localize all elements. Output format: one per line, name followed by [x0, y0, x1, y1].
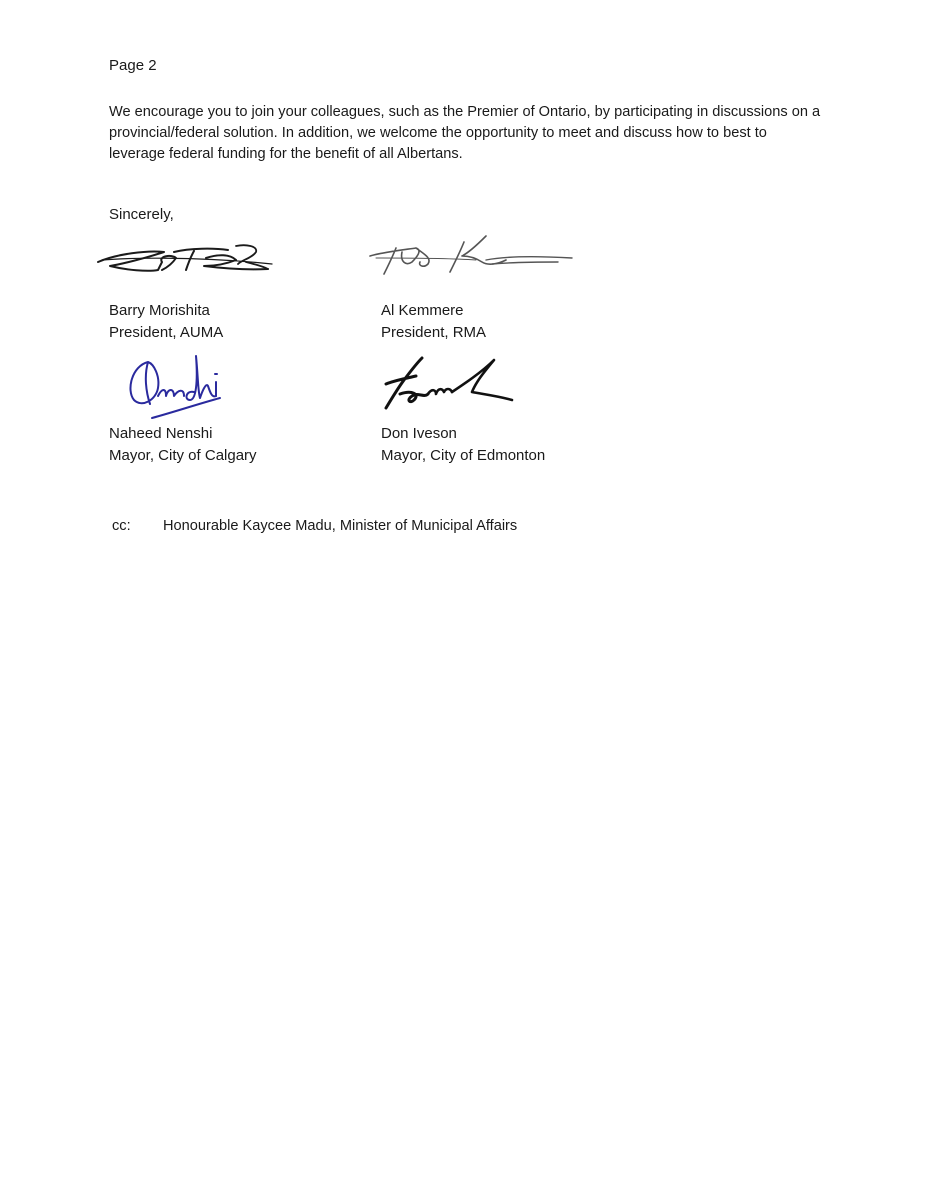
cc-line: [112, 516, 517, 536]
signatory-title: President, AUMA: [109, 324, 224, 341]
signature-don-iveson: [382, 354, 516, 412]
signatory-block-nenshi: [109, 423, 257, 467]
signature-barry-morishita: [96, 236, 276, 282]
signatory-block-kemmere: [381, 300, 486, 344]
signatory-name: Naheed Nenshi: [109, 425, 213, 442]
signatory-title: President, RMA: [381, 324, 487, 341]
signatory-block-morishita: [109, 300, 223, 344]
signatory-name: Al Kemmere: [381, 302, 464, 319]
signatory-block-iveson: [381, 423, 545, 467]
signature-naheed-nenshi: [124, 352, 228, 422]
signatory-title: Mayor, City of Calgary: [109, 447, 257, 464]
signatory-name: Barry Morishita: [109, 302, 210, 319]
signatory-name: Don Iveson: [381, 425, 457, 442]
cc-recipient: Honourable Kaycee Madu, Minister of Municipal Affairs: [163, 518, 518, 534]
closing-salutation: Sincerely,: [109, 206, 174, 223]
signature-al-kemmere: [366, 232, 578, 280]
signatory-title: Mayor, City of Edmonton: [381, 447, 546, 464]
body-paragraph: We encourage you to join your colleagues, such as the Premier of Ontario, by participating in discussions on a provincial/federal solution. In addition, we welcome the opportunity to meet and discuss how to best to leverage federal funding for the benefit of all Albertans.: [109, 104, 821, 162]
page-number: Page 2: [109, 57, 157, 74]
cc-label: cc:: [112, 518, 131, 534]
